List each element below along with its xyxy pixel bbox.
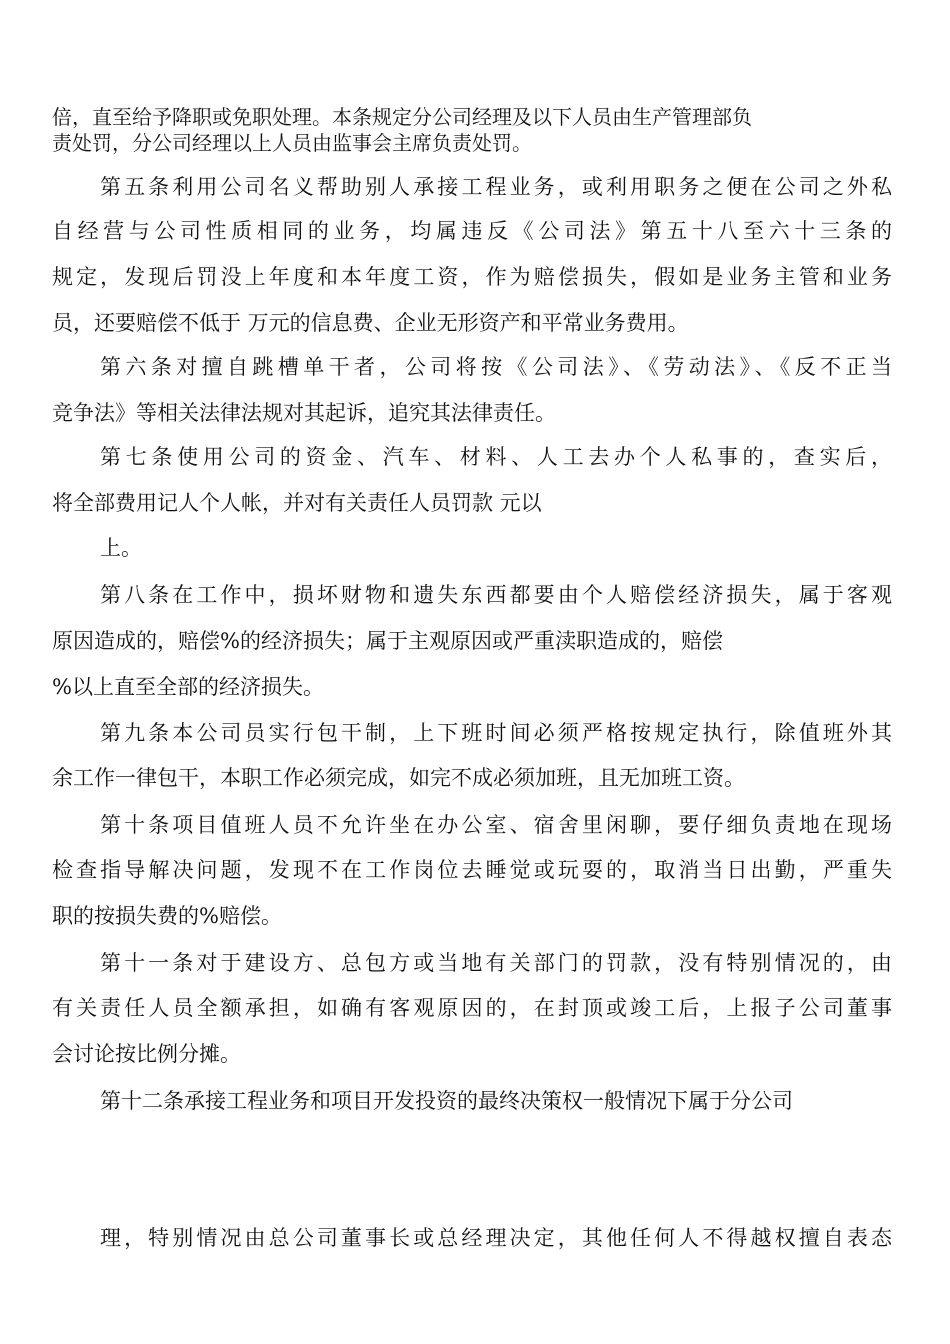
article-7-line-1: 第七条使用公司的资金、汽车、材料、人工去办个人私事的，查实后， bbox=[100, 445, 892, 469]
article-5-line-1: 第五条利用公司名义帮助别人承接工程业务，或利用职务之便在公司之外私 bbox=[100, 175, 892, 199]
article-10-line-1: 第十条项目值班人员不允许坐在办公室、宿舍里闲聊，要仔细负责地在现场 bbox=[100, 813, 892, 837]
article-6-line-1: 第六条对擅自跳槽单干者，公司将按《公司法》、《劳动法》、《反不正当 bbox=[100, 355, 892, 379]
article-10-line-2: 检查指导解决问题，发现不在工作岗位去睡觉或玩耍的，取消当日出勤，严重失 bbox=[52, 858, 892, 882]
article-6-line-2: 竞争法》等相关法律法规对其起诉，追究其法律责任。 bbox=[52, 401, 556, 425]
article-12-line-1: 第十二条承接工程业务和项目开发投资的最终决策权一般情况下属于分公司 bbox=[100, 1089, 793, 1113]
text-line-2: 责处罚，分公司经理以上人员由监事会主席负责处罚。 bbox=[52, 131, 532, 155]
article-7-line-3: 上。 bbox=[100, 536, 142, 560]
text-line-1: 倍，直至给予降职或免职处理。本条规定分公司经理及以下人员由生产管理部负 bbox=[52, 105, 752, 129]
article-5-line-4: 员，还要赔偿不低于 万元的信息费、企业无形资产和平常业务费用。 bbox=[52, 311, 689, 335]
article-5-line-2: 自经营与公司性质相同的业务，均属违反《公司法》第五十八至六十三条的 bbox=[52, 219, 892, 243]
article-9-line-2: 余工作一律包干，本职工作必须完成，如完不成必须加班，且无加班工资。 bbox=[52, 766, 745, 790]
article-11-line-1: 第十一条对于建设方、总包方或当地有关部门的罚款，没有特别情况的，由 bbox=[100, 951, 892, 975]
article-11-line-3: 会讨论按比例分摊。 bbox=[52, 1042, 241, 1066]
article-5-line-3: 规定，发现后罚没上年度和本年度工资，作为赔偿损失，假如是业务主管和业务 bbox=[52, 265, 892, 289]
article-9-line-1: 第九条本公司员实行包干制，上下班时间必须严格按规定执行，除值班外其 bbox=[100, 721, 892, 745]
article-10-line-3: 职的按损失费的%赔偿。 bbox=[52, 904, 282, 928]
article-8-line-2: 原因造成的，赔偿%的经济损失；属于主观原因或严重渎职造成的，赔偿 bbox=[52, 629, 723, 653]
article-11-line-2: 有关责任人员全额承担，如确有客观原因的，在封顶或竣工后，上报子公司董事 bbox=[52, 996, 892, 1020]
article-7-line-2: 将全部费用记人个人帐，并对有关责任人员罚款 元以 bbox=[52, 491, 542, 515]
article-8-line-1: 第八条在工作中，损坏财物和遗失东西都要由个人赔偿经济损失，属于客观 bbox=[100, 583, 892, 607]
article-8-line-3: %以上直至全部的经济损失。 bbox=[52, 675, 324, 699]
article-12-line-2: 理，特别情况由总公司董事长或总经理决定，其他任何人不得越权擅自表态 bbox=[100, 1226, 892, 1250]
